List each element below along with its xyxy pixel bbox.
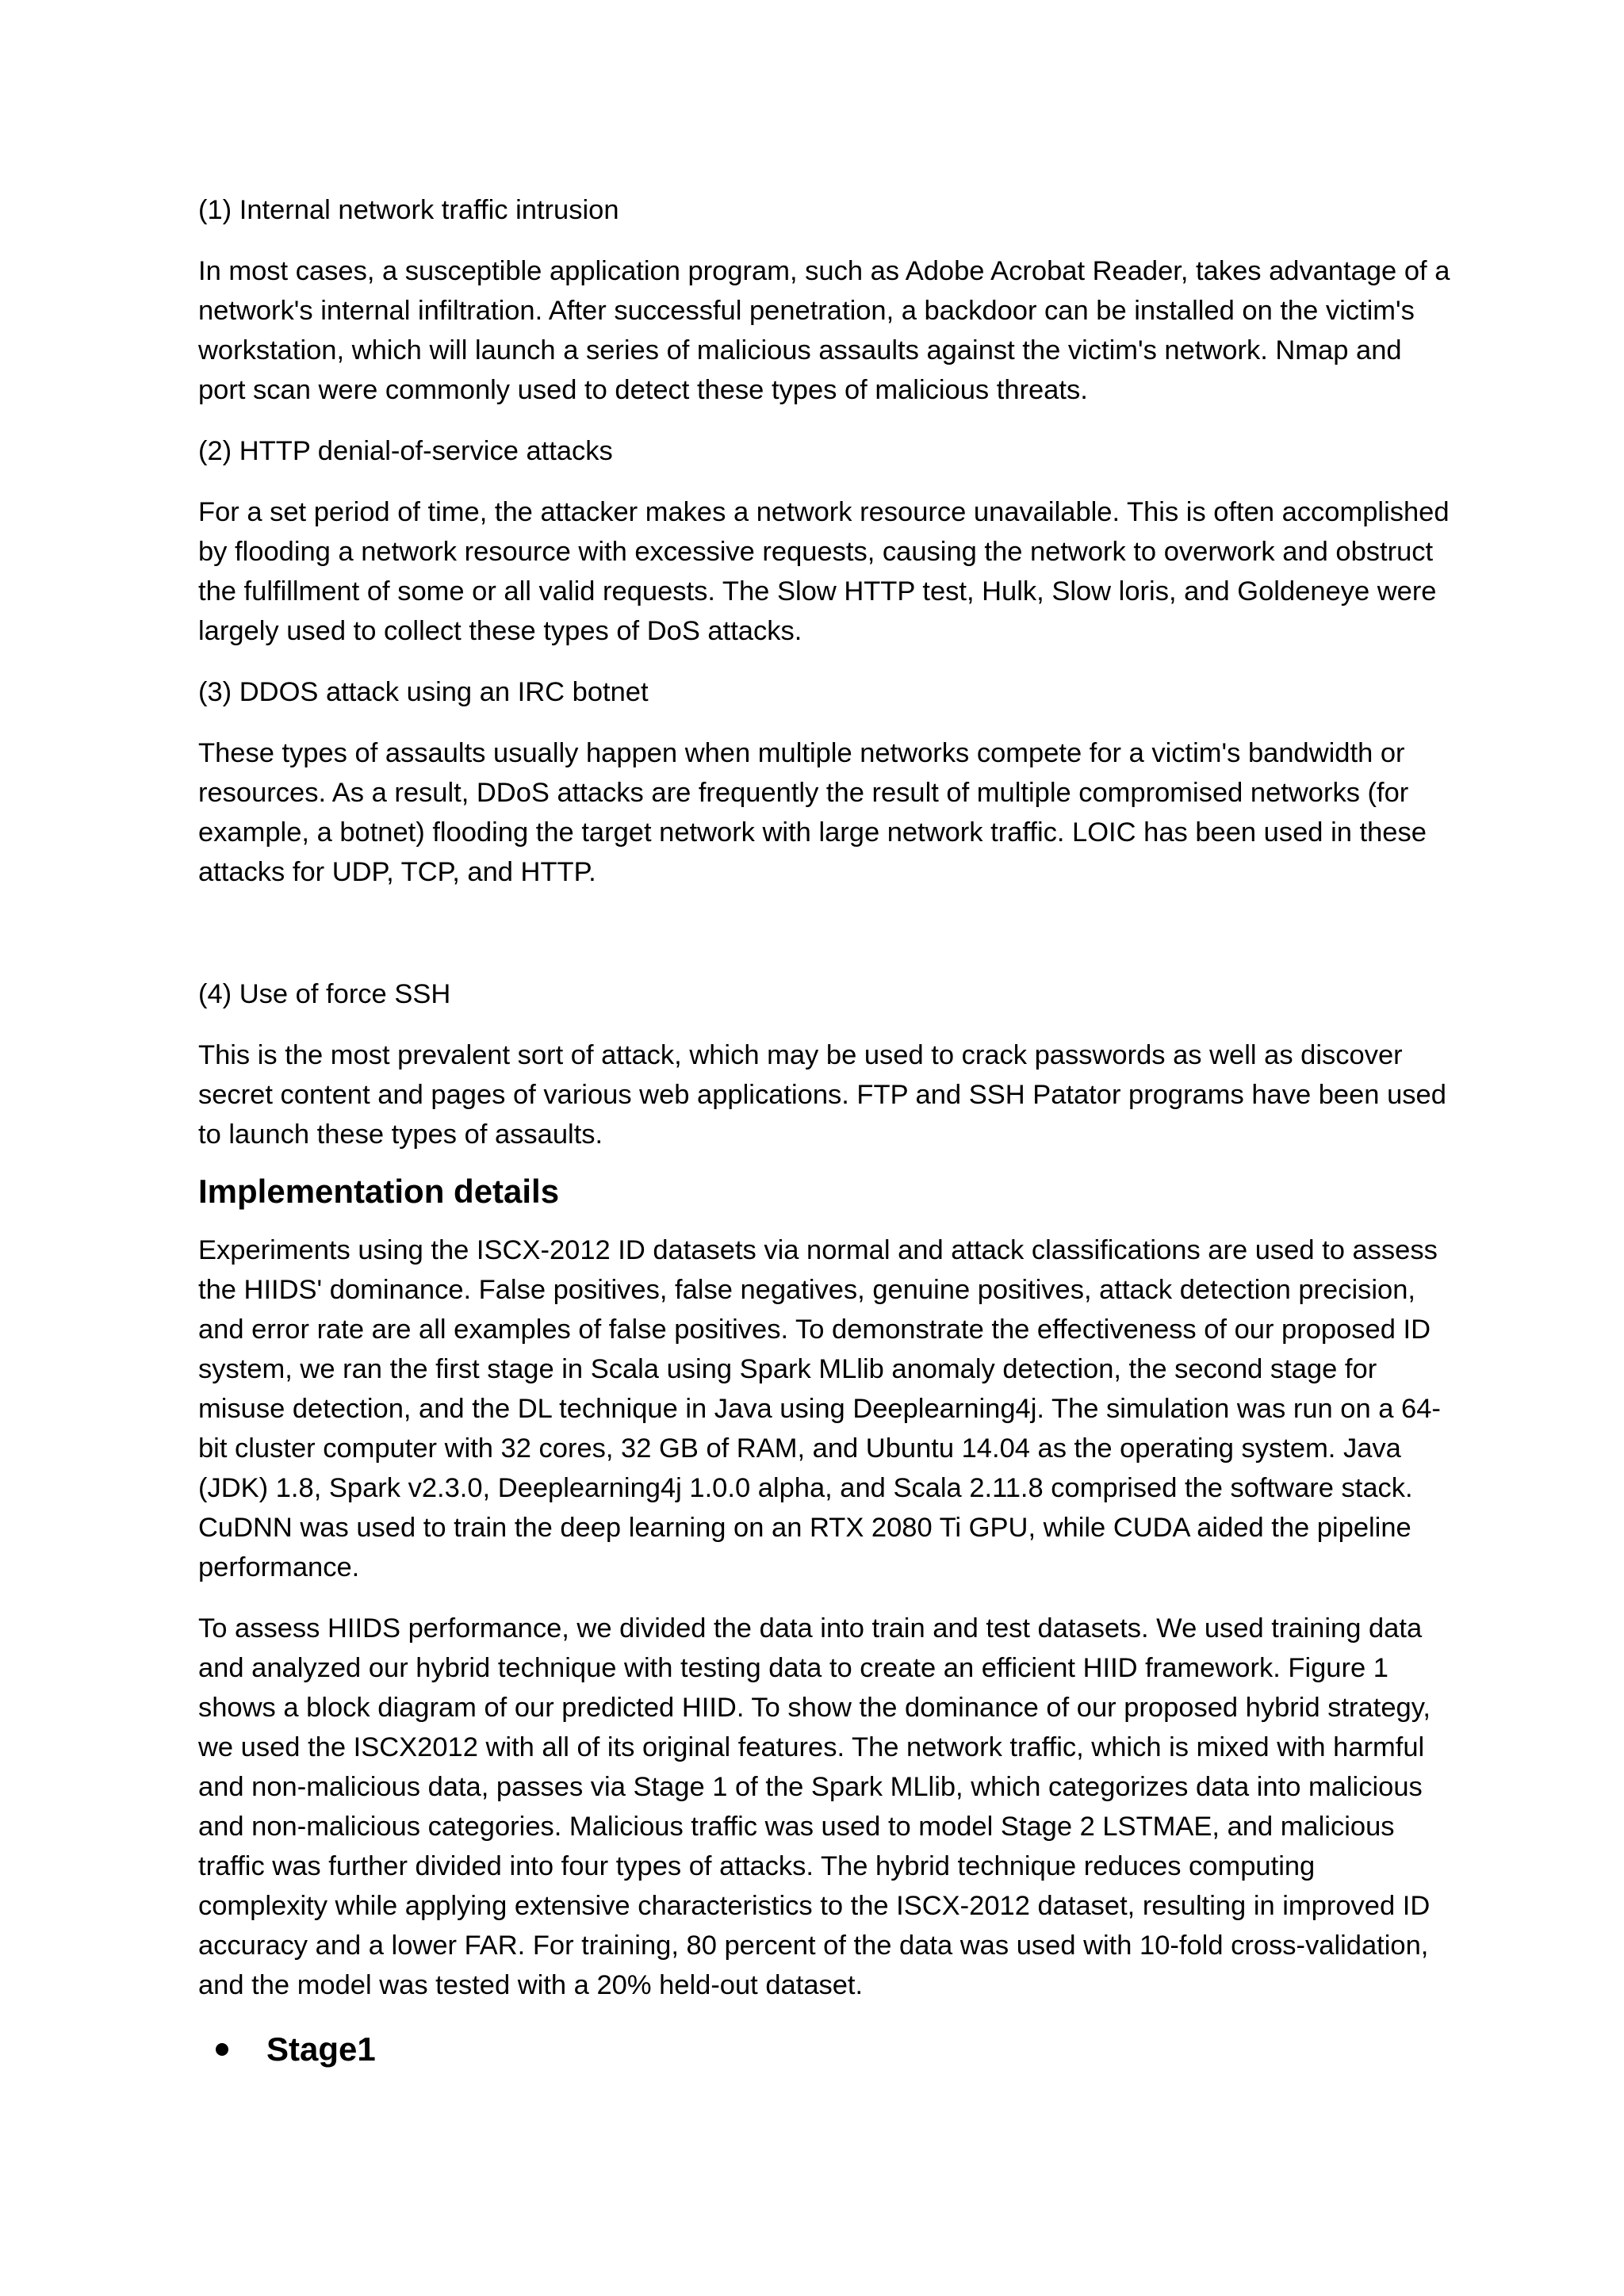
document-page — [198, 190, 1451, 2072]
paragraph-http-dos: For a set period of time, the attacker makes a network resource unavailable. This is often accomplished by flooding a network resource with excessive requests, causing the network to overwork and obstruct the fulfillment of some or all valid requests. The Slow HTTP test, Hulk, Slow loris, and Goldeneye were largely used to collect these types of DoS attacks. — [198, 497, 1450, 646]
heading-force-ssh: (4) Use of force SSH — [198, 979, 451, 1009]
bullet-heading-label: Stage1 — [266, 2030, 376, 2068]
heading-http-dos: (2) HTTP denial-of-service attacks — [198, 436, 613, 466]
heading-implementation-details: Implementation details — [198, 1173, 560, 1210]
bullet-dot-icon — [216, 2043, 228, 2056]
paragraph-implementation-1: Experiments using the ISCX-2012 ID datasets via normal and attack classifications are used to assess the HIIDS' dominance. False positives, false negatives, genuine positives, attack detection precision, and error rate are all examples of false positives. To demonstrate the effectiveness of our proposed ID system, we ran the first stage in Scala using Spark MLlib anomaly detection, the second stage for misuse detection, and the DL technique in Java using Deeplearning4j. The simulation was run on a 64-bit cluster computer with 32 cores, 32 GB of RAM, and Ubuntu 14.04 as the operating system. Java (JDK) 1.8, Spark v2.3.0, Deeplearning4j 1.0.0 alpha, and Scala 2.11.8 comprised the software stack. CuDNN was used to train the deep learning on an RTX 2080 Ti GPU, while CUDA aided the pipeline performance. — [198, 1235, 1441, 1582]
heading-internal-intrusion: (1) Internal network traffic intrusion — [198, 195, 619, 225]
heading-ddos-irc-botnet: (3) DDOS attack using an IRC botnet — [198, 677, 649, 707]
paragraph-implementation-2: To assess HIIDS performance, we divided the data into train and test datasets. We used training data and analyzed our hybrid technique with testing data to create an efficient HIID framework. Figure 1 shows a block diagram of our predicted HIID. To show the dominance of our proposed hybrid strategy, we used the ISCX2012 with all of its original features. The network traffic, which is mixed with harmful and non-malicious data, passes via Stage 1 of the Spark MLlib, which categorizes data into malicious and non-malicious categories. Malicious traffic was used to model Stage 2 LSTMAE, and malicious traffic was further divided into four types of attacks. The hybrid technique reduces computing complexity while applying extensive characteristics to the ISCX-2012 dataset, resulting in improved ID accuracy and a lower FAR. For training, 80 percent of the data was used with 10-fold cross-validation, and the model was tested with a 20% held-out dataset. — [198, 1613, 1431, 2000]
paragraph-ddos-irc-botnet: These types of assaults usually happen when multiple networks compete for a victim's bandwidth or resources. As a result, DDoS attacks are frequently the result of multiple compromised networks (for example, a botnet) flooding the target network with large network traffic. LOIC has been used in these attacks for UDP, TCP, and HTTP. — [198, 738, 1427, 887]
document-content — [198, 190, 1451, 2072]
paragraph-force-ssh: This is the most prevalent sort of attack, which may be used to crack passwords as well as discover secret content and pages of various web applications. FTP and SSH Patator programs have been used to launch these types of assaults. — [198, 1040, 1446, 1150]
paragraph-internal-intrusion: In most cases, a susceptible application program, such as Adobe Acrobat Reader, takes advantage of a network's internal infiltration. After successful penetration, a backdoor can be installed on the victim's workstation, which will launch a series of malicious assaults against the victim's network. Nmap and port scan were commonly used to detect these types of malicious threats. — [198, 256, 1450, 405]
bullet-heading-stage1 — [216, 2026, 1451, 2072]
